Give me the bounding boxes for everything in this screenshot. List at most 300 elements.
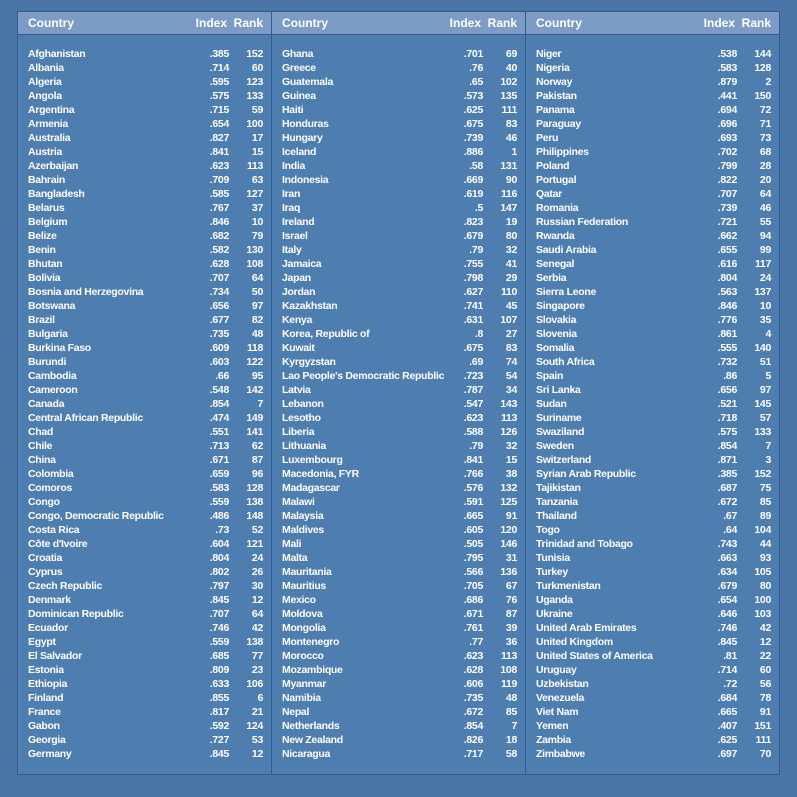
index-cell: .656 — [717, 384, 737, 396]
country-cell: Albania — [28, 62, 64, 74]
table-row — [526, 677, 779, 691]
table-row — [272, 383, 525, 397]
country-cell: Sudan — [536, 398, 567, 410]
index-cell: .804 — [209, 552, 229, 564]
rank-cell: 44 — [759, 538, 771, 550]
table-row — [526, 229, 779, 243]
country-cell: Central African Republic — [28, 412, 143, 424]
country-cell: Maldives — [282, 524, 324, 536]
column-header-index: Index — [449, 16, 481, 30]
table-row — [272, 229, 525, 243]
rank-cell: 133 — [246, 90, 263, 102]
rank-cell: 111 — [501, 104, 517, 116]
column-header-index: Index — [195, 16, 227, 30]
table-row — [272, 439, 525, 453]
table-row — [526, 103, 779, 117]
rank-cell: 15 — [251, 146, 263, 158]
table-row — [526, 299, 779, 313]
table-row — [18, 117, 271, 131]
country-cell: Belgium — [28, 216, 68, 228]
rank-cell: 55 — [759, 216, 771, 228]
table-row — [526, 411, 779, 425]
rank-cell: 145 — [754, 398, 771, 410]
index-cell: .854 — [717, 440, 737, 452]
index-cell: .826 — [463, 734, 483, 746]
table-row — [18, 663, 271, 677]
rank-cell: 4 — [765, 328, 771, 340]
index-cell: .861 — [717, 328, 737, 340]
table-row — [272, 649, 525, 663]
rank-cell: 87 — [251, 454, 263, 466]
table-row — [526, 47, 779, 61]
index-cell: .604 — [209, 538, 229, 550]
country-cell: Azerbaijan — [28, 160, 79, 172]
rank-cell: 7 — [765, 440, 771, 452]
index-cell: .548 — [209, 384, 229, 396]
index-cell: .605 — [463, 524, 483, 536]
country-cell: Ethiopia — [28, 678, 68, 690]
country-cell: Romania — [536, 202, 579, 214]
rank-cell: 60 — [759, 664, 771, 676]
country-cell: Senegal — [536, 258, 575, 270]
rank-cell: 2 — [765, 76, 771, 88]
table-row — [18, 201, 271, 215]
country-cell: Tunisia — [536, 552, 570, 564]
table-row — [526, 467, 779, 481]
country-cell: New Zealand — [282, 734, 343, 746]
index-cell: .505 — [463, 538, 483, 550]
table-row — [272, 495, 525, 509]
country-cell: Turkey — [536, 566, 568, 578]
table-row — [526, 89, 779, 103]
rank-cell: 28 — [759, 160, 771, 172]
country-cell: Israel — [282, 230, 308, 242]
country-cell: Jamaica — [282, 258, 322, 270]
table-row — [18, 229, 271, 243]
rank-cell: 123 — [246, 76, 263, 88]
table-row — [526, 733, 779, 747]
country-cell: Armenia — [28, 118, 68, 130]
country-cell: Italy — [282, 244, 302, 256]
index-cell: .841 — [209, 146, 229, 158]
table-row — [526, 705, 779, 719]
index-cell: .846 — [717, 300, 737, 312]
country-cell: Belarus — [28, 202, 65, 214]
country-cell: Angola — [28, 90, 62, 102]
country-cell: Chad — [28, 426, 54, 438]
table-row — [18, 481, 271, 495]
rank-cell: 80 — [505, 230, 517, 242]
index-cell: .628 — [463, 664, 483, 676]
table-row — [272, 327, 525, 341]
country-cell: Guinea — [282, 90, 316, 102]
rank-cell: 82 — [251, 314, 263, 326]
rank-cell: 89 — [759, 510, 771, 522]
rank-cell: 32 — [505, 440, 517, 452]
index-cell: .634 — [717, 566, 737, 578]
index-cell: .583 — [717, 62, 737, 74]
index-cell: .679 — [717, 580, 737, 592]
country-cell: Bulgaria — [28, 328, 68, 340]
country-cell: Mauritania — [282, 566, 332, 578]
index-cell: .854 — [463, 720, 483, 732]
country-cell: Benin — [28, 244, 56, 256]
table-row — [18, 495, 271, 509]
rank-cell: 128 — [754, 62, 771, 74]
table-row — [272, 537, 525, 551]
country-cell: Kenya — [282, 314, 313, 326]
table-row — [18, 369, 271, 383]
index-cell: .845 — [209, 748, 229, 760]
country-cell: Tanzania — [536, 496, 578, 508]
table-row — [526, 747, 779, 761]
rank-cell: 113 — [500, 650, 517, 662]
country-cell: Iceland — [282, 146, 317, 158]
table-row — [526, 593, 779, 607]
country-cell: Egypt — [28, 636, 56, 648]
table-row — [272, 75, 525, 89]
country-cell: Morocco — [282, 650, 324, 662]
index-cell: .407 — [717, 720, 737, 732]
country-cell: Nigeria — [536, 62, 570, 74]
country-cell: Lesotho — [282, 412, 321, 424]
rank-cell: 29 — [505, 272, 517, 284]
rank-cell: 15 — [505, 454, 517, 466]
index-cell: .693 — [717, 132, 737, 144]
country-cell: Turkmenistan — [536, 580, 601, 592]
index-cell: .547 — [463, 398, 483, 410]
country-cell: Denmark — [28, 594, 71, 606]
table-row — [272, 691, 525, 705]
table-row — [526, 719, 779, 733]
index-cell: .385 — [209, 48, 229, 60]
rank-cell: 122 — [246, 356, 263, 368]
rank-cell: 12 — [759, 636, 771, 648]
country-cell: Thailand — [536, 510, 577, 522]
index-cell: .623 — [209, 160, 229, 172]
table-row — [18, 215, 271, 229]
index-cell: .659 — [209, 468, 229, 480]
country-cell: Saudi Arabia — [536, 244, 597, 256]
rank-cell: 138 — [246, 636, 263, 648]
index-cell: .787 — [463, 384, 483, 396]
rank-cell: 116 — [500, 188, 517, 200]
table-row — [18, 145, 271, 159]
rank-cell: 5 — [765, 370, 771, 382]
rank-cell: 141 — [246, 426, 263, 438]
index-cell: .746 — [717, 622, 737, 634]
index-cell: .486 — [209, 510, 229, 522]
country-cell: Zimbabwe — [536, 748, 585, 760]
rank-cell: 83 — [505, 118, 517, 130]
index-cell: .5 — [474, 202, 483, 214]
index-cell: .871 — [717, 454, 737, 466]
rank-cell: 78 — [759, 692, 771, 704]
country-cell: Mozambique — [282, 664, 343, 676]
index-cell: .817 — [209, 706, 229, 718]
rank-cell: 12 — [251, 594, 263, 606]
index-cell: .735 — [463, 692, 483, 704]
rank-cell: 105 — [754, 566, 771, 578]
rank-cell: 67 — [505, 580, 517, 592]
table-row — [526, 145, 779, 159]
country-cell: Sweden — [536, 440, 574, 452]
country-cell: Bhutan — [28, 258, 63, 270]
rank-cell: 93 — [759, 552, 771, 564]
column-header-country: Country — [536, 16, 582, 30]
index-cell: .697 — [717, 748, 737, 760]
table-row — [272, 621, 525, 635]
rank-cell: 45 — [505, 300, 517, 312]
rank-cell: 46 — [505, 132, 517, 144]
country-cell: Nicaragua — [282, 748, 331, 760]
index-cell: .559 — [209, 636, 229, 648]
table-row — [272, 201, 525, 215]
index-cell: .582 — [209, 244, 229, 256]
country-cell: Congo — [28, 496, 60, 508]
rank-cell: 135 — [500, 90, 517, 102]
country-cell: Cambodia — [28, 370, 77, 382]
rank-cell: 131 — [500, 160, 517, 172]
index-cell: .72 — [723, 678, 737, 690]
table-row — [18, 677, 271, 691]
table-row — [18, 47, 271, 61]
table-row — [18, 341, 271, 355]
index-cell: .58 — [469, 160, 483, 172]
rank-cell: 108 — [500, 664, 517, 676]
rank-cell: 104 — [754, 524, 771, 536]
country-cell: Australia — [28, 132, 71, 144]
country-cell: Comoros — [28, 482, 72, 494]
table-row — [18, 271, 271, 285]
country-cell: Belize — [28, 230, 57, 242]
index-cell: .682 — [209, 230, 229, 242]
country-cell: Gabon — [28, 720, 60, 732]
rank-cell: 3 — [765, 454, 771, 466]
index-cell: .707 — [209, 608, 229, 620]
country-cell: Uganda — [536, 594, 573, 606]
rank-cell: 148 — [246, 510, 263, 522]
country-cell: Burkina Faso — [28, 342, 91, 354]
table-row — [272, 397, 525, 411]
country-cell: Ecuador — [28, 622, 68, 634]
table-header — [272, 12, 525, 35]
index-cell: .81 — [723, 650, 737, 662]
index-cell: .538 — [717, 48, 737, 60]
index-cell: .66 — [215, 370, 229, 382]
country-cell: Burundi — [28, 356, 67, 368]
rank-cell: 111 — [755, 734, 771, 746]
country-cell: Switzerland — [536, 454, 592, 466]
table-row — [18, 355, 271, 369]
country-cell: Norway — [536, 76, 573, 88]
column-header-rank: Rank — [487, 16, 517, 30]
country-cell: Sierra Leone — [536, 286, 597, 298]
country-cell: Bahrain — [28, 174, 65, 186]
country-cell: Philippines — [536, 146, 589, 158]
country-cell: Togo — [536, 524, 560, 536]
rank-cell: 38 — [505, 468, 517, 480]
index-cell: .555 — [717, 342, 737, 354]
country-cell: Kyrgyzstan — [282, 356, 336, 368]
index-rank-table — [17, 11, 782, 775]
rank-cell: 10 — [251, 216, 263, 228]
index-cell: .696 — [717, 118, 737, 130]
rank-cell: 100 — [754, 594, 771, 606]
rank-cell: 150 — [754, 90, 771, 102]
index-cell: .886 — [463, 146, 483, 158]
index-cell: .743 — [717, 538, 737, 550]
country-cell: Slovakia — [536, 314, 577, 326]
table-panel — [271, 11, 526, 775]
rank-cell: 77 — [251, 650, 263, 662]
index-cell: .665 — [463, 510, 483, 522]
rank-cell: 24 — [759, 272, 771, 284]
rank-cell: 146 — [500, 538, 517, 550]
country-cell: Serbia — [536, 272, 567, 284]
rank-cell: 41 — [505, 258, 517, 270]
table-row — [18, 187, 271, 201]
index-cell: .679 — [463, 230, 483, 242]
index-cell: .735 — [209, 328, 229, 340]
rank-cell: 35 — [759, 314, 771, 326]
index-cell: .619 — [463, 188, 483, 200]
rank-cell: 30 — [251, 580, 263, 592]
index-cell: .741 — [463, 300, 483, 312]
table-row — [272, 271, 525, 285]
table-body — [18, 35, 271, 774]
table-row — [272, 733, 525, 747]
table-row — [272, 677, 525, 691]
country-cell: Georgia — [28, 734, 66, 746]
rank-cell: 60 — [251, 62, 263, 74]
rank-cell: 74 — [505, 356, 517, 368]
rank-cell: 107 — [500, 314, 517, 326]
table-row — [18, 607, 271, 621]
country-cell: China — [28, 454, 56, 466]
index-cell: .65 — [469, 76, 483, 88]
table-row — [526, 131, 779, 145]
table-row — [272, 467, 525, 481]
rank-cell: 140 — [754, 342, 771, 354]
table-row — [526, 523, 779, 537]
table-row — [526, 607, 779, 621]
country-cell: Russian Federation — [536, 216, 629, 228]
rank-cell: 64 — [759, 188, 771, 200]
rank-cell: 75 — [759, 482, 771, 494]
rank-cell: 54 — [505, 370, 517, 382]
rank-cell: 125 — [500, 496, 517, 508]
country-cell: Montenegro — [282, 636, 340, 648]
rank-cell: 87 — [505, 608, 517, 620]
index-cell: .721 — [717, 216, 737, 228]
index-cell: .566 — [463, 566, 483, 578]
table-row — [18, 523, 271, 537]
index-cell: .732 — [717, 356, 737, 368]
rank-cell: 152 — [246, 48, 263, 60]
table-row — [526, 243, 779, 257]
country-cell: Lao People's Democratic Republic — [282, 370, 445, 382]
index-cell: .671 — [463, 608, 483, 620]
index-cell: .802 — [209, 566, 229, 578]
index-cell: .723 — [463, 370, 483, 382]
table-row — [272, 173, 525, 187]
country-cell: Kazakhstan — [282, 300, 338, 312]
index-cell: .592 — [209, 720, 229, 732]
table-row — [526, 173, 779, 187]
index-cell: .797 — [209, 580, 229, 592]
table-row — [272, 61, 525, 75]
country-cell: Bangladesh — [28, 188, 85, 200]
rank-cell: 94 — [759, 230, 771, 242]
column-header-rank: Rank — [741, 16, 771, 30]
table-row — [526, 187, 779, 201]
rank-cell: 58 — [505, 748, 517, 760]
rank-cell: 102 — [500, 76, 517, 88]
table-row — [526, 75, 779, 89]
country-cell: Somalia — [536, 342, 575, 354]
table-row — [272, 47, 525, 61]
country-cell: United States of America — [536, 650, 653, 662]
table-row — [18, 551, 271, 565]
rank-cell: 64 — [251, 272, 263, 284]
table-row — [272, 425, 525, 439]
country-cell: Kuwait — [282, 342, 315, 354]
rank-cell: 27 — [505, 328, 517, 340]
table-row — [526, 579, 779, 593]
rank-cell: 118 — [246, 342, 263, 354]
rank-cell: 24 — [251, 552, 263, 564]
rank-cell: 51 — [759, 356, 771, 368]
rank-cell: 42 — [251, 622, 263, 634]
index-cell: .846 — [209, 216, 229, 228]
index-cell: .727 — [209, 734, 229, 746]
index-cell: .671 — [209, 454, 229, 466]
index-cell: .685 — [209, 650, 229, 662]
table-panel — [17, 11, 272, 775]
table-row — [272, 593, 525, 607]
table-row — [526, 565, 779, 579]
country-cell: Malawi — [282, 496, 315, 508]
index-cell: .705 — [463, 580, 483, 592]
index-cell: .804 — [717, 272, 737, 284]
index-cell: .575 — [209, 90, 229, 102]
rank-cell: 137 — [754, 286, 771, 298]
country-cell: Liberia — [282, 426, 315, 438]
table-row — [18, 425, 271, 439]
table-row — [272, 747, 525, 761]
table-row — [18, 733, 271, 747]
index-cell: .588 — [463, 426, 483, 438]
country-cell: Poland — [536, 160, 570, 172]
rank-cell: 85 — [759, 496, 771, 508]
country-cell: Ghana — [282, 48, 314, 60]
country-cell: Bosnia and Herzegovina — [28, 286, 144, 298]
country-cell: Canada — [28, 398, 65, 410]
rank-cell: 64 — [251, 608, 263, 620]
index-cell: .551 — [209, 426, 229, 438]
country-cell: Venezuela — [536, 692, 585, 704]
index-cell: .672 — [463, 706, 483, 718]
table-row — [18, 621, 271, 635]
column-header-country: Country — [28, 16, 74, 30]
index-cell: .603 — [209, 356, 229, 368]
country-cell: Netherlands — [282, 720, 340, 732]
table-row — [526, 635, 779, 649]
table-row — [272, 103, 525, 117]
index-cell: .616 — [717, 258, 737, 270]
rank-cell: 147 — [500, 202, 517, 214]
